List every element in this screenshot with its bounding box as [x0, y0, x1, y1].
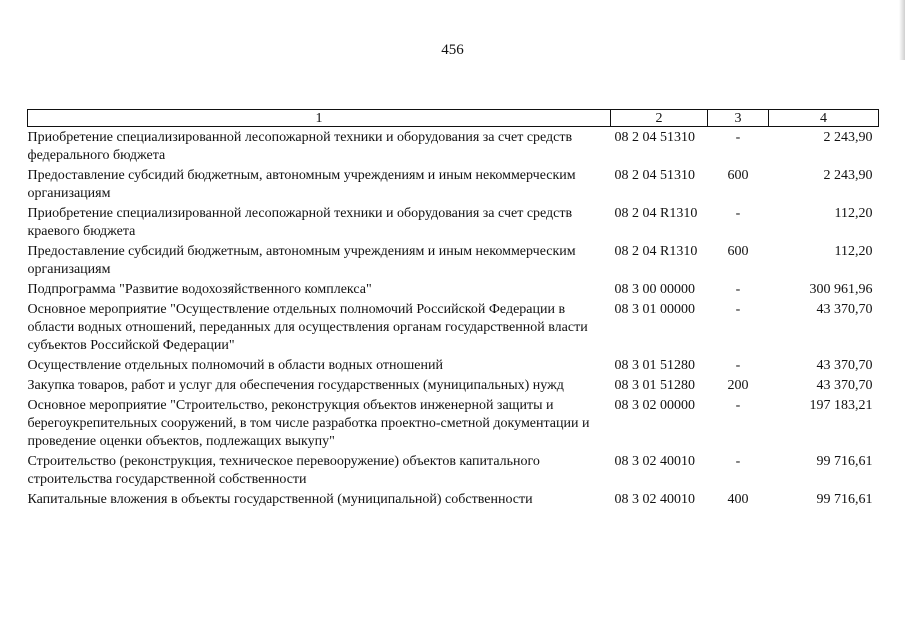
- header-col-4: 4: [769, 110, 879, 127]
- table-row: [28, 452, 879, 490]
- table-row: [28, 127, 879, 167]
- row-sum: 112,20: [834, 244, 873, 259]
- header-col-1: 1: [28, 110, 611, 127]
- row-expense-type: -: [735, 206, 741, 221]
- row-code: 08 3 01 51280: [614, 378, 695, 393]
- row-sum: 43 370,70: [816, 358, 873, 373]
- row-name: Предоставление субсидий бюджетным, автономным учреждениям и иным некоммерческим организациям: [27, 168, 576, 201]
- row-expense-type: -: [735, 358, 741, 373]
- row-code: 08 3 01 51280: [614, 358, 695, 373]
- table-row: [28, 204, 879, 242]
- row-sum: 43 370,70: [816, 378, 873, 393]
- row-expense-type: -: [735, 130, 741, 145]
- row-expense-type: 600: [727, 168, 749, 183]
- row-sum: 2 243,90: [823, 130, 873, 145]
- header-col-2: 2: [611, 110, 708, 127]
- row-expense-type: -: [735, 282, 741, 297]
- row-name: Предоставление субсидий бюджетным, автономным учреждениям и иным некоммерческим организациям: [27, 244, 576, 277]
- table-row: [28, 280, 879, 300]
- row-sum: 43 370,70: [816, 302, 873, 317]
- row-expense-type: -: [735, 454, 741, 469]
- table-header: [28, 110, 879, 127]
- row-expense-type: 200: [727, 378, 749, 393]
- row-sum: 99 716,61: [816, 492, 873, 507]
- table-row: [28, 356, 879, 376]
- row-name: Капитальные вложения в объекты государственной (муниципальной) собственности: [27, 492, 533, 507]
- row-name: Приобретение специализированной лесопожарной техники и оборудования за счет средств краевого бюджета: [27, 206, 573, 239]
- row-name: Строительство (реконструкция, техническое перевооружение) объектов капитального строительства государственной собственности: [27, 454, 540, 487]
- row-code: 08 2 04 R1310: [614, 206, 698, 221]
- budget-table: [27, 109, 879, 510]
- row-code: 08 2 04 51310: [614, 168, 695, 183]
- table-body: [28, 127, 879, 511]
- row-sum: 99 716,61: [816, 454, 873, 469]
- header-row: [28, 110, 879, 127]
- table-row: [28, 396, 879, 452]
- page-number: 456: [441, 42, 464, 58]
- row-code: 08 3 01 00000: [614, 302, 695, 317]
- row-name: Подпрограмма "Развитие водохозяйственного комплекса": [27, 282, 372, 297]
- row-name: Основное мероприятие "Осуществление отдельных полномочий Российской Федерации в области водных отношений, переданных для осуществления органам государственной власти субъектов Российской Федерации": [27, 302, 588, 353]
- row-code: 08 3 00 00000: [614, 282, 695, 297]
- row-name: Осуществление отдельных полномочий в области водных отношений: [27, 358, 443, 373]
- row-expense-type: 400: [727, 492, 749, 507]
- row-name: Приобретение специализированной лесопожарной техники и оборудования за счет средств федерального бюджета: [27, 130, 573, 163]
- row-code: 08 3 02 40010: [614, 492, 695, 507]
- table-row: [28, 490, 879, 510]
- row-code: 08 3 02 00000: [614, 398, 695, 413]
- row-expense-type: -: [735, 398, 741, 413]
- table-row: [28, 242, 879, 280]
- header-col-3: 3: [708, 110, 769, 127]
- row-name: Основное мероприятие "Строительство, реконструкция объектов инженерной защиты и берегоукрепительных сооружений, в том числе разработка проектно-сметной документации и проведение оценки объектов, подлежащих выкупу": [27, 398, 590, 449]
- row-code: 08 3 02 40010: [614, 454, 695, 469]
- row-sum: 300 961,96: [809, 282, 873, 297]
- row-expense-type: 600: [727, 244, 749, 259]
- row-code: 08 2 04 51310: [614, 130, 695, 145]
- row-sum: 2 243,90: [823, 168, 873, 183]
- table-row: [28, 376, 879, 396]
- row-sum: 197 183,21: [809, 398, 873, 413]
- row-expense-type: -: [735, 302, 741, 317]
- row-code: 08 2 04 R1310: [614, 244, 698, 259]
- table-row: [28, 166, 879, 204]
- row-name: Закупка товаров, работ и услуг для обеспечения государственных (муниципальных) нужд: [27, 378, 564, 393]
- table-row: [28, 300, 879, 356]
- row-sum: 112,20: [834, 206, 873, 221]
